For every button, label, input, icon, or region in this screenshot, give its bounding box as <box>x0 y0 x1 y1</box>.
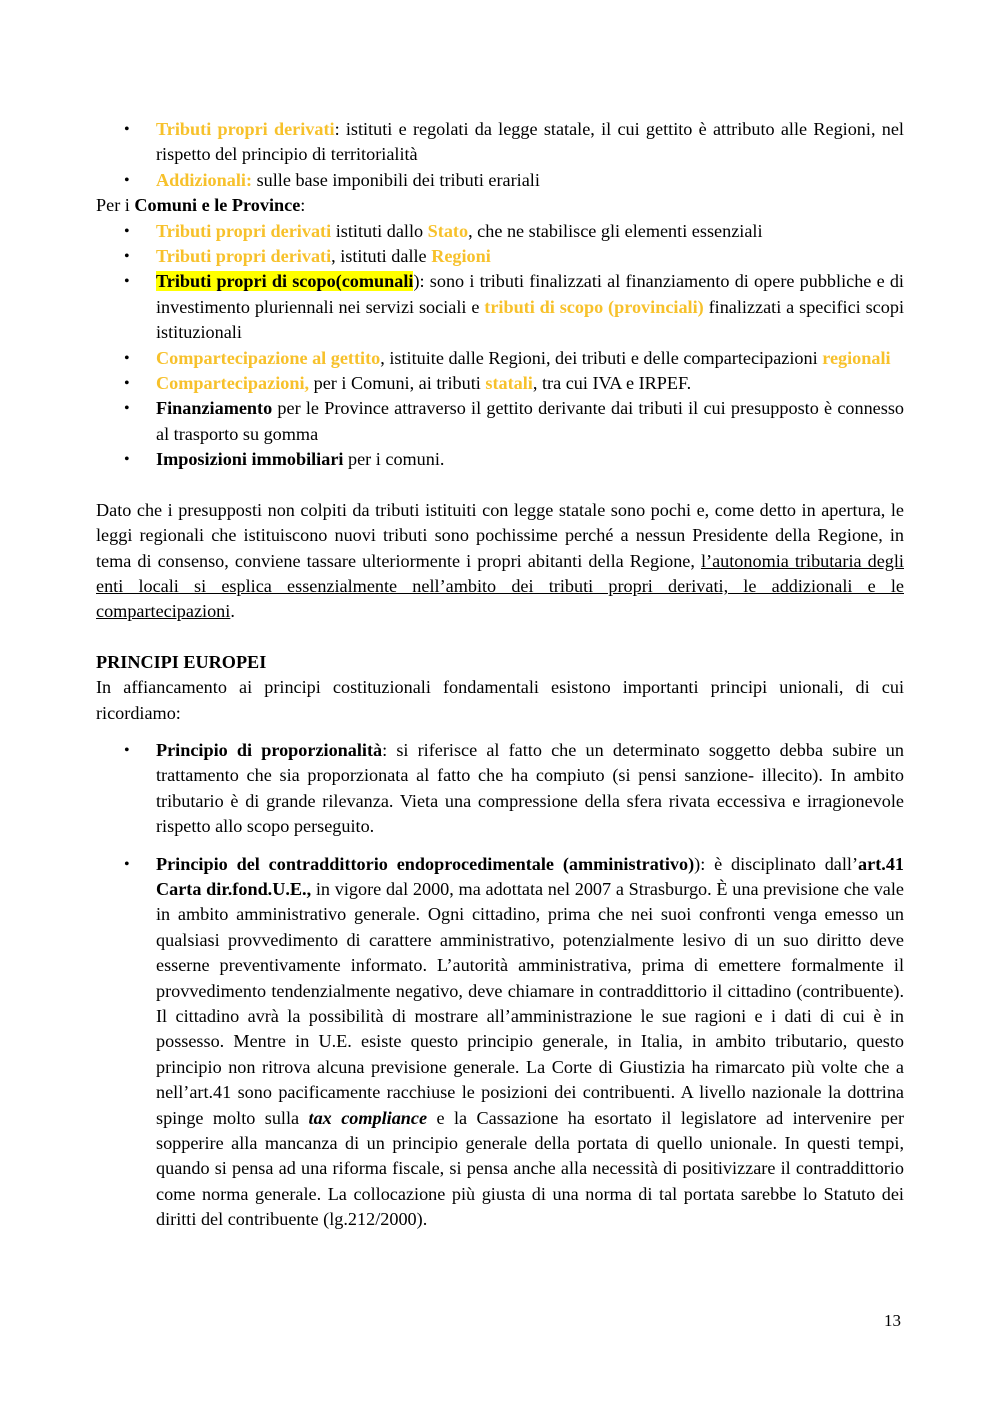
spacer <box>96 473 904 498</box>
list-item: • Tributi propri di scopo(comunali): sono i tributi finalizzati al finanziamento di opere pubbliche e di investimento pluriennali nei servizi sociali e tributi di scopo (provinciali) finalizzati a specifici scopi istituzionali <box>96 269 904 345</box>
term: Tributi propri derivati <box>156 119 335 139</box>
paragraph-autonomia: Dato che i presupposti non colpiti da tributi istituiti con legge statale sono pochi e, come detto in apertura, le leggi regionali che istituiscono nuovi tributi sono pochissime perché a nessun Presidente della Regione, in tema di consenso, conviene tassare ulteriormente i propri abitanti della Regione, l’autonomia tributaria degli enti locali si esplica essenzialmente nell’ambito dei tributi propri derivati, le addizionali e le compartecipazioni. <box>96 499 904 622</box>
section-intro: In affiancamento ai principi costituzionali fondamentali esistono importanti principi unionali, di cui ricordiamo: <box>96 677 904 723</box>
section-title: PRINCIPI EUROPEI <box>96 651 267 672</box>
list-item: • Principio di proporzionalità: si riferisce al fatto che un determinato soggetto debba subire un trattamento che sia proporzionata al fatto che ha compiuto (si pensi sanzione- illecito). In ambito tributario è di grande rilevanza. Vieta una compressione della sfera rivata eccessiva e irragionevole rispetto allo scopo perseguito. <box>96 738 904 840</box>
list-item: • Addizionali: sulle base imponibili dei tributi erariali <box>96 168 904 193</box>
list-item: • Tributi propri derivati, istituti dalle Regioni <box>96 244 904 269</box>
bullet-list-principi-2 <box>96 852 904 1233</box>
list-item: • Compartecipazioni, per i Comuni, ai tributi statali, tra cui IVA e IRPEF. <box>96 371 904 396</box>
list-item: • Principio del contraddittorio endoprocedimentale (amministrativo)): è disciplinato dall’art.41 Carta dir.fond.U.E., in vigore dal 2000, ma adottata nel 2007 a Strasburgo. È una previsione che vale in ambito amministrativo generale. Ogni cittadino, prima che nei suoi confronti venga emesso un qualsiasi provvedimento di carattere amministrativo, potenzialmente lesivo di un suo diritto deve esserne preventivamente informato. L’autorità amministrativa, prima di emettere formalmente il provvedimento tendenzialmente negativo, deve chiamare in contraddittorio il cittadino (contribuente). Il cittadino avrà la possibilità di mostrare all’amministrazione le sue ragioni e i dati di cui è in possesso. Mentre in U.E. esiste questo principio generale, in Italia, in ambito tributario, questo principio non ritrova alcuna previsione generale. La Corte di Giustizia ha rimarcato più volte che a nell’art.41 sono pacificamente racchiuse le posizioni dei contribuenti. A livello nazionale la dottrina spinge molto sulla tax compliance e la Cassazione ha esortato il legislatore ad intervenire per sopperire alla mancanza di un principio generale della portata di quello unionale. In questi tempi, quando si pensa ad una riforma fiscale, si pensa anche alla necessità di positivizzare il contraddittorio come norma generale. La collocazione più giusta di una norma di tal portata sarebbe lo Statuto dei diritti del contribuente (lg.212/2000). <box>96 852 904 1233</box>
intro-comuni-province: Per i Comuni e le Province: <box>96 195 306 216</box>
page-number: 13 <box>884 1311 901 1330</box>
term: Addizionali: <box>156 169 253 190</box>
list-item: • Imposizioni immobiliari per i comuni. <box>96 447 904 472</box>
highlighted-term: Tributi propri di scopo(comunali <box>156 271 414 292</box>
bullet-list-comuni-province <box>96 219 904 473</box>
underlined-text: l’autonomia tributaria degli enti locali si esplica essenzialmente nell’ambito dei tributi propri derivati, le addizionali e le compartecipazioni <box>96 550 904 622</box>
list-item: • Finanziamento per le Province attraverso il gettito derivante dai tributi il cui presupposto è connesso al trasporto su gomma <box>96 396 904 447</box>
spacer <box>96 625 904 650</box>
bullet-list-regioni <box>96 117 904 193</box>
spacer <box>96 726 904 738</box>
list-item: • Compartecipazione al gettito, istituite dalle Regioni, dei tributi e delle compartecipazioni regionali <box>96 346 904 371</box>
spacer <box>96 840 904 852</box>
list-item: • Tributi propri derivati istituti dallo Stato, che ne stabilisce gli elementi essenziali <box>96 219 904 244</box>
bullet-list-principi <box>96 738 904 840</box>
document-page <box>96 117 904 1233</box>
list-item: • Tributi propri derivati: istituti e regolati da legge statale, il cui gettito è attributo alle Regioni, nel rispetto del principio di territorialità <box>96 117 904 168</box>
